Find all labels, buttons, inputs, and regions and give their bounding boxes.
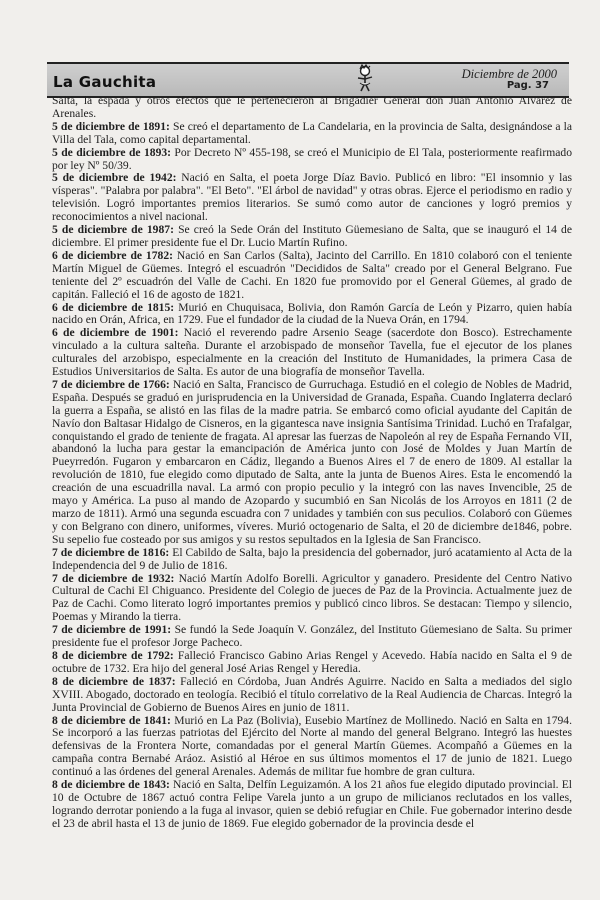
entry-text: Se creó la Sede Orán del Instituto Güemesiano de Salta, que se inauguró el 14 de diciembre. El primer presidente fue el Dr. Lucio Martín Rufino. [52, 223, 572, 249]
entry-date: 8 de diciembre de 1843: [52, 778, 170, 792]
entry-item [52, 327, 572, 379]
entry-date: 5 de diciembre de 1891: [52, 119, 170, 133]
entry-text: Nació en San Carlos (Salta), Jacinto del Carrillo. En 1810 colaboró con el teniente Martín Miguel de Güemes. Integró el escuadrón "Decididos de Salta" creado por el General Belgrano. Fue teniente del 2º escuadrón del Valle de Cachi. En 1820 fue promovido por el General Güemes, al grado de capitán. Falleció el 16 de agosto de 1821. [52, 248, 572, 301]
entry-date: 5 de diciembre de 1942: [52, 171, 177, 185]
entry-text: Murió en La Paz (Bolivia), Eusebio Martínez de Mollinedo. Nació en Salta en 1794. Se incorporó a las fuerzas patriotas del Ejército del Norte al mando del general Belgrano. Integró las huestes defensivas de la Frontera Norte, comandadas por el general Martín Güemes. Acompañó a Güemes en la campaña contra Bernabé Aráoz. Asistió al Héroe en sus últimos momentos el 17 de junio de 1821. Luego continuó a las órdenes del general Arenales. Además de militar fue hombre de gran cultura. [52, 713, 572, 779]
page-number: Pag. 37 [506, 80, 549, 91]
entry-date: 7 de diciembre de 1766: [52, 377, 170, 391]
entry-item [52, 547, 572, 573]
entry-text: Nació en Salta, Delfín Leguizamón. A los 21 años fue elegido diputado provincial. El 10 de Octubre de 1867 actuó contra Felipe Varela junto a un grupo de milicianos reclutados en los valles, logrando derrotar poniendo a la fuga al invasor, quien se debió refugiar en Chile. Fue gobernador interino desde el 23 de abril hasta el 13 de junio de 1869. Fue elegido gobernador de la provincia desde el [52, 778, 572, 830]
entry-item [52, 95, 572, 121]
entry-item [52, 379, 572, 547]
entry-text: El Cabildo de Salta, bajo la presidencia del gobernador, juró acatamiento al Acta de la Independencia del 9 de Julio de 1816. [52, 545, 572, 572]
page-header [47, 62, 569, 98]
entry-date: 5 de diciembre de 1987: [52, 223, 174, 237]
entry-item [52, 779, 572, 831]
entry-item [52, 715, 572, 780]
entry-item [52, 147, 572, 173]
entry-item [52, 121, 572, 147]
entry-item [52, 624, 572, 650]
entry-date: 7 de diciembre de 1932: [52, 571, 175, 585]
entry-text: Murió en Chuquisaca, Bolivia, don Ramón García de León y Pizarro, quien había nacido en Orán, Africa, en 1729. Fue el fundador de la ciudad de la Nueva Orán, en 1794. [52, 300, 572, 327]
entry-item [52, 224, 572, 250]
entry-text: Salta, la espada y otros efectos que le pertenecieron al Brigadier General don Juan Antonio Alvarez de Arenales. [52, 94, 572, 120]
entry-item [52, 573, 572, 625]
entry-text: Por Decreto Nº 455-198, se creó el Municipio de El Tala, posteriormente reafirmado por ley Nº 50/39. [52, 145, 573, 172]
entry-text: Falleció en Córdoba, Juan Andrés Aguirre. Nacido en Salta a mediados del siglo XVIII. Abogado, doctorado en teología. Recibió el título correlativo de la Real Audiencia de Charcas. Integró la Junta Provincial de Gobierno de Buenos Aires en junio de 1811. [52, 674, 572, 714]
entry-date: 8 de diciembre de 1837: [52, 674, 176, 688]
article-body [52, 95, 572, 831]
entry-item [52, 250, 572, 302]
entry-item [52, 172, 572, 224]
mascot-illustration-icon [352, 64, 378, 94]
entry-item [52, 650, 572, 676]
entry-date: 5 de diciembre de 1893: [52, 145, 172, 159]
entry-text: Se creó el departamento de La Candelaria, en la provincia de Salta, designándose a la Villa del Tala, como capital departamental. [52, 119, 572, 146]
entry-text: Nació el reverendo padre Arsenio Seage (sacerdote don Bosco). Estrechamente vinculado a la cultura salteña. Durante el arzobispado de monseñor Tavella, fue el ejecutor de los planes culturales del arzobispo, especialmente en la creación del Instituto de Humanidades, la primera Casa de Estudios Universitarios de Salta. Es autor de una biografía de monseñor Tavella. [52, 326, 572, 379]
issue-date: Diciembre de 2000 [461, 67, 557, 81]
entry-item [52, 676, 572, 715]
publication-title: La Gauchita [53, 73, 157, 91]
entry-date: 7 de diciembre de 1816: [52, 545, 170, 559]
entry-text: Falleció Francisco Gabino Arias Rengel y Acevedo. Había nacido en Salta el 9 de octubre de 1732. Era hijo del general José Arias Rengel y Heredia. [52, 648, 573, 675]
entry-date: 8 de diciembre de 1792: [52, 648, 174, 662]
entry-date: 6 de diciembre de 1901: [52, 326, 179, 340]
entry-text: Se fundó la Sede Joaquín V. González, del Instituto Güemesiano de Salta. Su primer presidente fue el profesor Jorge Pacheco. [52, 623, 572, 650]
entry-date: 8 de diciembre de 1841: [52, 713, 171, 727]
entry-date: 6 de diciembre de 1782: [52, 248, 173, 262]
entry-text: Nació en Salta, el poeta Jorge Díaz Bavio. Publicó en libro: "El insomnio y las vísperas". "Palabra por palabra". "El Beto". "El árbol de navidad" y otras obras. Ejerce el periodismo en radio y televisión. Logró importantes premios literarios. Se sumó como autor de canciones y logró premios y reconocimientos a nivel nacional. [52, 171, 572, 224]
entry-item [52, 302, 572, 328]
entry-text: Nació en Salta, Francisco de Gurruchaga. Estudió en el colegio de Nobles de Madrid, España. Después se graduó en jurisprudencia en la Universidad de Granada, España. Cuando Inglaterra declaró la guerra a España, se alistó en las filas de la madre patria. Se embarcó como oficial ayudante del Capitán de Navío don Baltasar Hidalgo de Cisneros, en la gigantesca nave insignia Santísima Trinidad. Luchó en Trafalgar, conquistando el grado de teniente de fragata. Al apresar las fuerzas de Napoleón al rey de España Fernando VII, abandonó la lucha para gestar la emancipación de América junto con José de Moldes y Juan Martín de Pueyrredón. Fugaron y embarcaron en Cádiz, llegando a Buenos Aires el 7 de enero de 1809. Al estallar la revolución de 1810, fue elegido como diputado de Salta, ante la junta de Buenos Aires. Esta le encomendó la creación de una escuadrilla naval. La armó con propio peculio y la integró con las naves Invencible, 25 de mayo y América. La puso al mando de Azopardo y sucumbió en San Nicolás de los Arroyos en 1811 (2 de marzo de 1811). Armó una segunda escuadra con 7 unidades y también con sus peculios. Colaboró con Güemes y con Belgrano con dinero, uniformes, víveres. Murió octogenario de Salta, el 20 de diciembre de1846, pobre. Su sepelio fue costeado por sus amigos y su restos sepultados en la Iglesia de San Francisco. [52, 377, 572, 546]
entry-text: Nació Martín Adolfo Borelli. Agricultor y ganadero. Presidente del Centro Nativo Cultural de Cachi El Chiguanco. Presidente del Colegio de jueces de Paz de la Provincia. Actualmente juez de Paz de Cachi. Como literato logró importantes premios y publicó cinco libros. Se destacan: Tiempo y silencio, Poemas y Mirando la tierra. [52, 571, 573, 624]
entry-date: 7 de diciembre de 1991: [52, 623, 172, 637]
entry-date: 6 de diciembre de 1815: [52, 300, 175, 314]
